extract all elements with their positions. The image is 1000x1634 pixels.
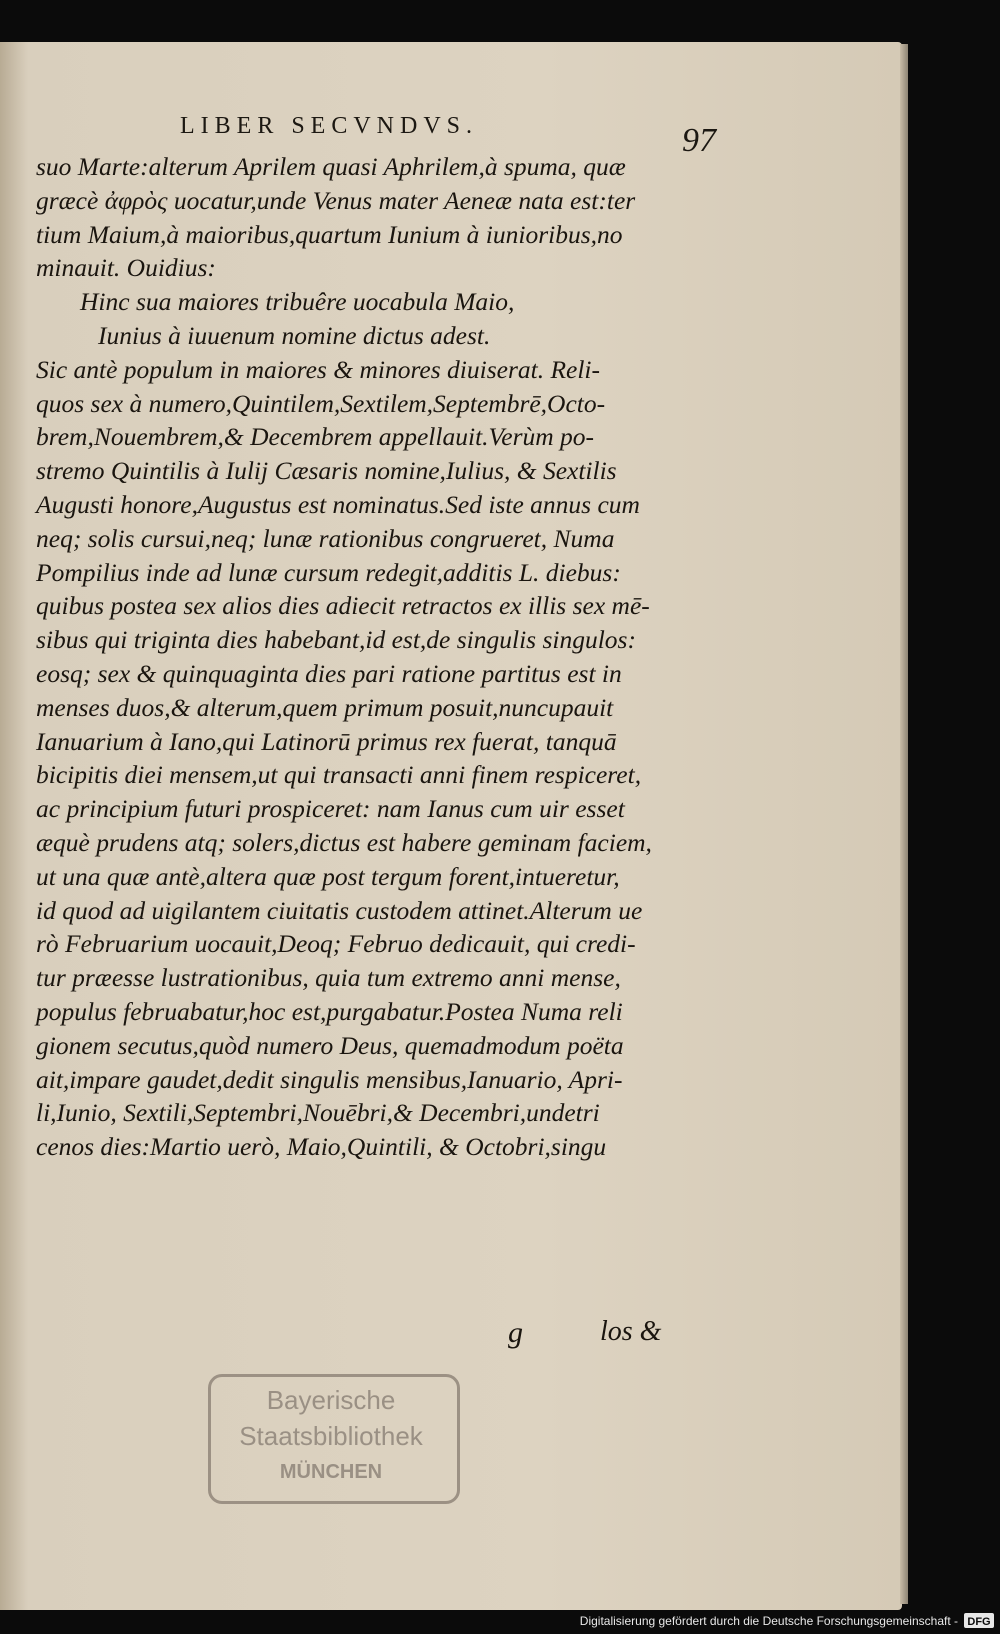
library-stamp-image xyxy=(211,1377,451,1495)
page-number: 97 xyxy=(682,122,716,159)
text-line: cenos dies:Martio uerò, Maio,Quintili, & Octobri,singu xyxy=(36,1132,607,1162)
text-line: neq; solis cursui,neq; lunæ rationibus congrueret, Numa xyxy=(36,523,615,553)
text-line: suo Marte:alterum Aprilem quasi Aphrilem,à spuma, quæ xyxy=(36,152,626,181)
page-edge xyxy=(900,44,908,1604)
text-line: Augusti honore,Augustus est nominatus.Sed iste annus cum xyxy=(36,489,640,519)
svg-text:MÜNCHEN: MÜNCHEN xyxy=(279,1461,383,1483)
text-line: Ianuarium à Iano,qui Latinorū primus rex fuerat, tanquā xyxy=(36,726,617,756)
text-line: ut una quæ antè,altera quæ post tergum forent,intueretur, xyxy=(36,861,620,891)
catchword: los & xyxy=(600,1316,662,1347)
text-line: tium Maium,à maioribus,quartum Iunium à iunioribus,no xyxy=(36,219,623,249)
text-line: rò Februarium uocauit,Deoq; Februo dedicauit, qui credi- xyxy=(36,929,636,959)
text-block xyxy=(36,150,696,1164)
text-line: ait,impare gaudet,dedit singulis mensibus,Ianuario, Apri- xyxy=(36,1064,623,1094)
text-line: quos sex à numero,Quintilem,Sextilem,Septembrē,Octo- xyxy=(36,388,606,418)
text-line: quibus postea sex alios dies adiecit retractos ex illis sex mē- xyxy=(36,591,650,621)
text-line: græcè ἀφρὸς uocatur,unde Venus mater Aeneæ nata est:ter xyxy=(36,185,636,215)
dfg-logo xyxy=(964,1613,994,1628)
svg-text:Staatsbibliothek: Staatsbibliothek xyxy=(239,1421,423,1451)
text-line: tur præesse lustrationibus, quia tum extremo anni mense, xyxy=(36,963,621,993)
footer-credit: Digitalisierung gefördert durch die Deutsche Forschungsgemeinschaft - xyxy=(579,1614,958,1628)
text-line: brem,Nouembrem,& Decembrem appellauit.Verùm po- xyxy=(36,422,595,452)
library-stamp xyxy=(208,1374,460,1504)
signature-mark: g xyxy=(508,1316,523,1349)
text-line: stremo Quintilis à Iulij Cæsaris nomine,Iulius, & Sextilis xyxy=(36,456,617,486)
text-line: Pompilius inde ad lunæ cursum redegit,additis L. diebus: xyxy=(36,557,621,587)
text-line: sibus qui triginta dies habebant,id est,de singulis singulos: xyxy=(36,625,636,655)
text-line: menses duos,& alterum,quem primum posuit,nuncupauit xyxy=(36,692,614,722)
text-line: gionem secutus,quòd numero Deus, quemadmodum poëta xyxy=(36,1030,624,1060)
verse-line: Iunius à iuuenum nomine dictus adest. xyxy=(98,320,491,350)
text-line: ac principium futuri prospiceret: nam Ianus cum uir esset xyxy=(36,794,625,824)
svg-text:DFG: DFG xyxy=(967,1616,991,1628)
text-line: populus februabatur,hoc est,purgabatur.Postea Numa reli xyxy=(36,996,623,1026)
text-line: bicipitis diei mensem,ut qui transacti anni finem respiceret, xyxy=(36,760,642,790)
footer-bar xyxy=(0,1610,1000,1634)
text-line: id quod ad uigilantem ciuitatis custodem attinet.Alterum ue xyxy=(36,895,643,925)
text-line: eosq; sex & quinquaginta dies pari ratione partitus est in xyxy=(36,658,622,688)
running-head: LIBER SECVNDVS. xyxy=(180,113,479,139)
text-line: li,Iunio, Sextili,Septembri,Nouēbri,& Decembri,undetri xyxy=(36,1098,600,1128)
text-line: Sic antè populum in maiores & minores diuiserat. Reli- xyxy=(36,354,601,384)
text-line: æquè prudens atq; solers,dictus est habere geminam faciem, xyxy=(36,827,652,857)
text-line: minauit. Ouidius: xyxy=(36,253,216,283)
svg-text:Bayerische: Bayerische xyxy=(266,1385,396,1415)
verse-line: Hinc sua maiores tribuêre uocabula Maio, xyxy=(80,287,515,317)
